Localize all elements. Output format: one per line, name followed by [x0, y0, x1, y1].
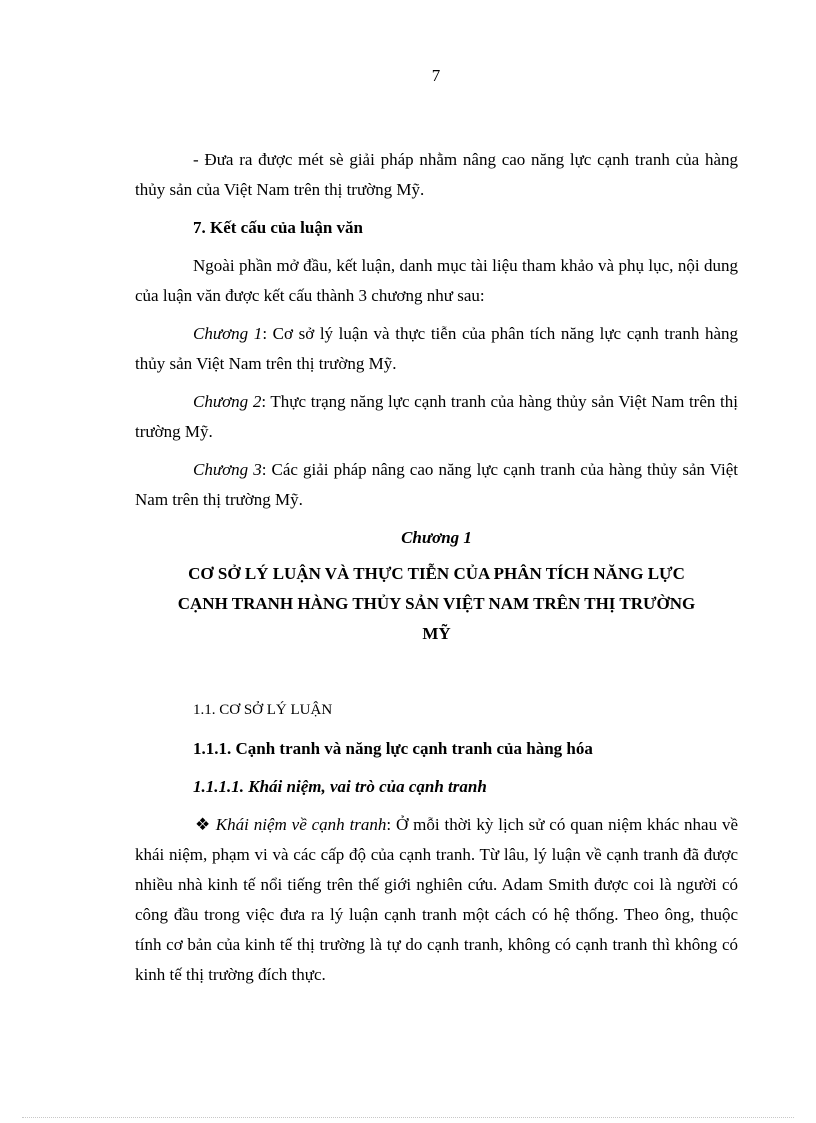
chapter-3-text: : Các giải pháp nâng cao năng lực cạnh tranh của hàng thủy sản Việt Nam trên thị trường Mỹ.	[135, 460, 738, 509]
chapter-title-line-2: CẠNH TRANH HÀNG THỦY SẢN VIỆT NAM TRÊN THỊ TRƯỜNG	[177, 594, 696, 613]
chapter-number: Chương 1	[401, 528, 472, 547]
section-1-1-1-heading: 1.1.1. Cạnh tranh và năng lực cạnh tranh của hàng hóa	[193, 739, 593, 758]
competition-concept-paragraph	[135, 810, 738, 990]
chapter-3-label: Chương 3	[193, 460, 262, 479]
section-1-1-1-1-heading: 1.1.1.1. Khái niệm, vai trò của cạnh tranh	[193, 777, 487, 796]
page-number: 7	[431, 66, 441, 85]
chapter-2-label: Chương 2	[193, 392, 262, 411]
competition-concept-label: Khái niệm về cạnh tranh	[215, 815, 387, 834]
structure-paragraph	[135, 251, 738, 311]
chapter-1-text: : Cơ sở lý luận và thực tiễn của phân tích năng lực cạnh tranh hàng thủy sản Việt Nam trên thị trường Mỹ.	[135, 324, 739, 373]
diamond-bullet-icon: ❖	[195, 815, 211, 834]
chapter-title-line-3: MỸ	[422, 624, 451, 643]
section-1-1-heading: 1.1. CƠ SỞ LÝ LUẬN	[193, 702, 333, 718]
chapter-1-label: Chương 1	[193, 324, 263, 343]
page-content	[135, 145, 738, 990]
chapter-2-text: : Thực trạng năng lực cạnh tranh của hàng thủy sản Việt Nam trên thị trường Mỹ.	[135, 392, 738, 441]
chapter-1-summary	[135, 319, 738, 379]
page-bottom-divider	[22, 1117, 794, 1118]
chapter-title-line-1: CƠ SỞ LÝ LUẬN VÀ THỰC TIỄN CỦA PHÂN TÍCH NĂNG LỰC	[188, 564, 685, 583]
chapter-title	[135, 559, 738, 649]
section-7-heading: 7. Kết cấu của luận văn	[193, 218, 364, 237]
competition-concept-text: : Ở mỗi thời kỳ lịch sử có quan niệm khác nhau về khái niệm, phạm vi và các cấp độ của cạnh tranh. Từ lâu, lý luận về cạnh tranh đã được nhiều nhà kinh tế nổi tiếng trên thế giới nghiên cứu. Adam Smith được coi là người có công đầu trong việc đưa ra lý luận cạnh tranh một cách có hệ thống. Theo ông, thuộc tính cơ bản của kinh tế thị trường là tự do cạnh tranh, không có cạnh tranh thì không có kinh tế thị trường đích thực.	[135, 815, 738, 984]
chapter-3-summary	[135, 455, 738, 515]
chapter-2-summary	[135, 387, 738, 447]
intro-item-paragraph: - Đưa ra được mét sè giải pháp nhằm nâng cao năng lực cạnh tranh của hàng thủy sản của Việt Nam trên thị trường Mỹ.	[135, 150, 738, 199]
structure-text: Ngoài phần mở đầu, kết luận, danh mục tài liệu tham khảo và phụ lục, nội dung của luận văn được kết cấu thành 3 chương như sau:	[135, 256, 738, 305]
